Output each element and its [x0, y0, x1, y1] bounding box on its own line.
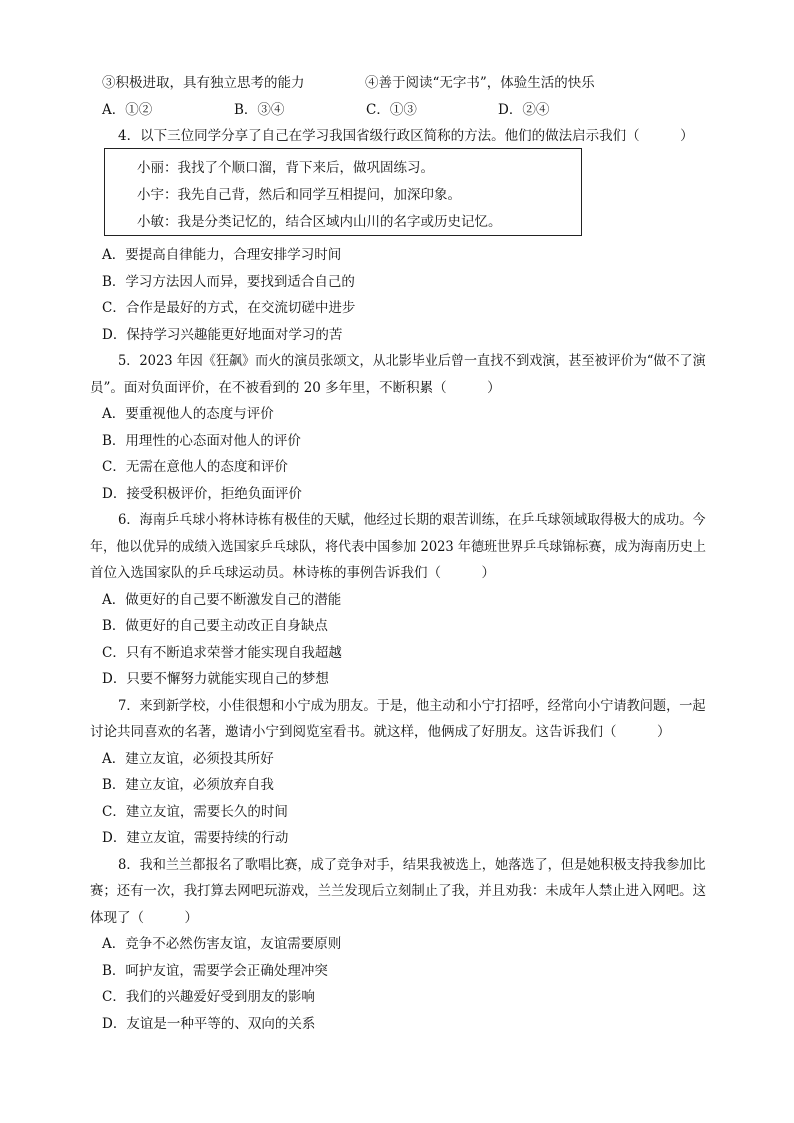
q7-option-b: B．建立友谊，必须放弃自我	[102, 777, 274, 793]
q7-option-a: A．建立友谊，必须投其所好	[102, 751, 274, 767]
q8-stem-line-2: 赛；还有一次，我打算去网吧玩游戏，兰兰发现后立刻制止了我，并且劝我：未成年人禁止进入网吧。这	[90, 883, 706, 899]
q5-option-c: C．无需在意他人的态度和评价	[102, 459, 288, 475]
q3-option-d: D．②④	[498, 102, 550, 118]
q8-option-d: D．友谊是一种平等的、双向的关系	[102, 1016, 316, 1032]
q4-option-c: C．合作是最好的方式，在交流切磋中进步	[102, 300, 356, 316]
q4-box-line-2: 小宇：我先自己背，然后和同学互相提问，加深印象。	[137, 187, 461, 203]
q6-stem-line-1: 6．海南乒乓球小将林诗栋有极佳的天赋，他经过长期的艰苦训练，在乒乓球领域取得极大的成功。今	[118, 512, 706, 528]
q3-item-4: ④善于阅读“无字书”，体验生活的快乐	[365, 75, 595, 91]
q7-stem-line-1: 7．来到新学校，小佳很想和小宁成为朋友。于是，他主动和小宁打招呼，经常向小宁请教问题，一起	[118, 698, 706, 714]
q6-stem-line-3: 首位入选国家队的乒乓球运动员。林诗栋的事例告诉我们（ ）	[90, 565, 495, 581]
q7-option-d: D．建立友谊，需要持续的行动	[102, 830, 289, 846]
q5-stem-line-2: 员”。面对负面评价，在不被看到的 20 多年里，不断积累（ ）	[90, 380, 501, 396]
q6-option-b: B．做更好的自己要主动改正自身缺点	[102, 618, 328, 634]
q8-option-c: C．我们的兴趣爱好受到朋友的影响	[102, 989, 315, 1005]
q3-option-a: A．①②	[102, 102, 153, 118]
q5-option-b: B．用理性的心态面对他人的评价	[102, 433, 301, 449]
q4-box-line-1: 小丽：我找了个顺口溜，背下来后，做巩固练习。	[137, 160, 434, 176]
q3-option-c: C．①③	[366, 102, 417, 118]
q8-stem-line-3: 体现了（ ）	[90, 910, 198, 926]
q5-option-a: A．要重视他人的态度与评价	[102, 406, 274, 422]
q7-stem-line-2: 讨论共同喜欢的名著，邀请小宁到阅览室看书。就这样，他俩成了好朋友。这告诉我们（ ）	[90, 724, 671, 740]
q5-stem-line-1: 5．2023 年因《狂飙》而火的演员张颂文，从北影毕业后曾一直找不到戏演，甚至被评价为“做不了演	[118, 353, 706, 369]
q8-option-a: A．竞争不必然伤害友谊，友谊需要原则	[102, 936, 342, 952]
q6-option-c: C．只有不断追求荣誉才能实现自我超越	[102, 645, 342, 661]
q5-option-d: D．接受积极评价，拒绝负面评价	[102, 486, 302, 502]
q7-option-c: C．建立友谊，需要长久的时间	[102, 804, 288, 820]
q6-option-a: A．做更好的自己要不断激发自己的潜能	[102, 592, 342, 608]
q3-item-3: ③积极进取，具有独立思考的能力	[102, 75, 305, 91]
q4-box-line-3: 小敏：我是分类记忆的，结合区域内山川的名字或历史记忆。	[137, 214, 502, 230]
q8-option-b: B．呵护友谊，需要学会正确处理冲突	[102, 963, 328, 979]
q8-stem-line-1: 8．我和兰兰都报名了歌唱比赛，成了竞争对手，结果我被选上，她落选了，但是她积极支持我参加比	[118, 857, 706, 873]
q4-option-b: B．学习方法因人而异，要找到适合自己的	[102, 274, 355, 290]
q6-option-d: D．只要不懈努力就能实现自己的梦想	[102, 671, 329, 687]
q6-stem-line-2: 年，他以优异的成绩入选国家乒乓球队，将代表中国参加 2023 年德班世界乒乓球锦标赛，成为海南历史上	[90, 539, 706, 555]
q4-stem: 4．以下三位同学分享了自己在学习我国省级行政区简称的方法。他们的做法启示我们（ ）	[118, 128, 694, 144]
q4-option-d: D．保持学习兴趣能更好地面对学习的苦	[102, 327, 343, 343]
q4-quote-box	[104, 148, 582, 236]
q3-option-b: B．③④	[234, 102, 285, 118]
q4-option-a: A．要提高自律能力，合理安排学习时间	[102, 247, 342, 263]
